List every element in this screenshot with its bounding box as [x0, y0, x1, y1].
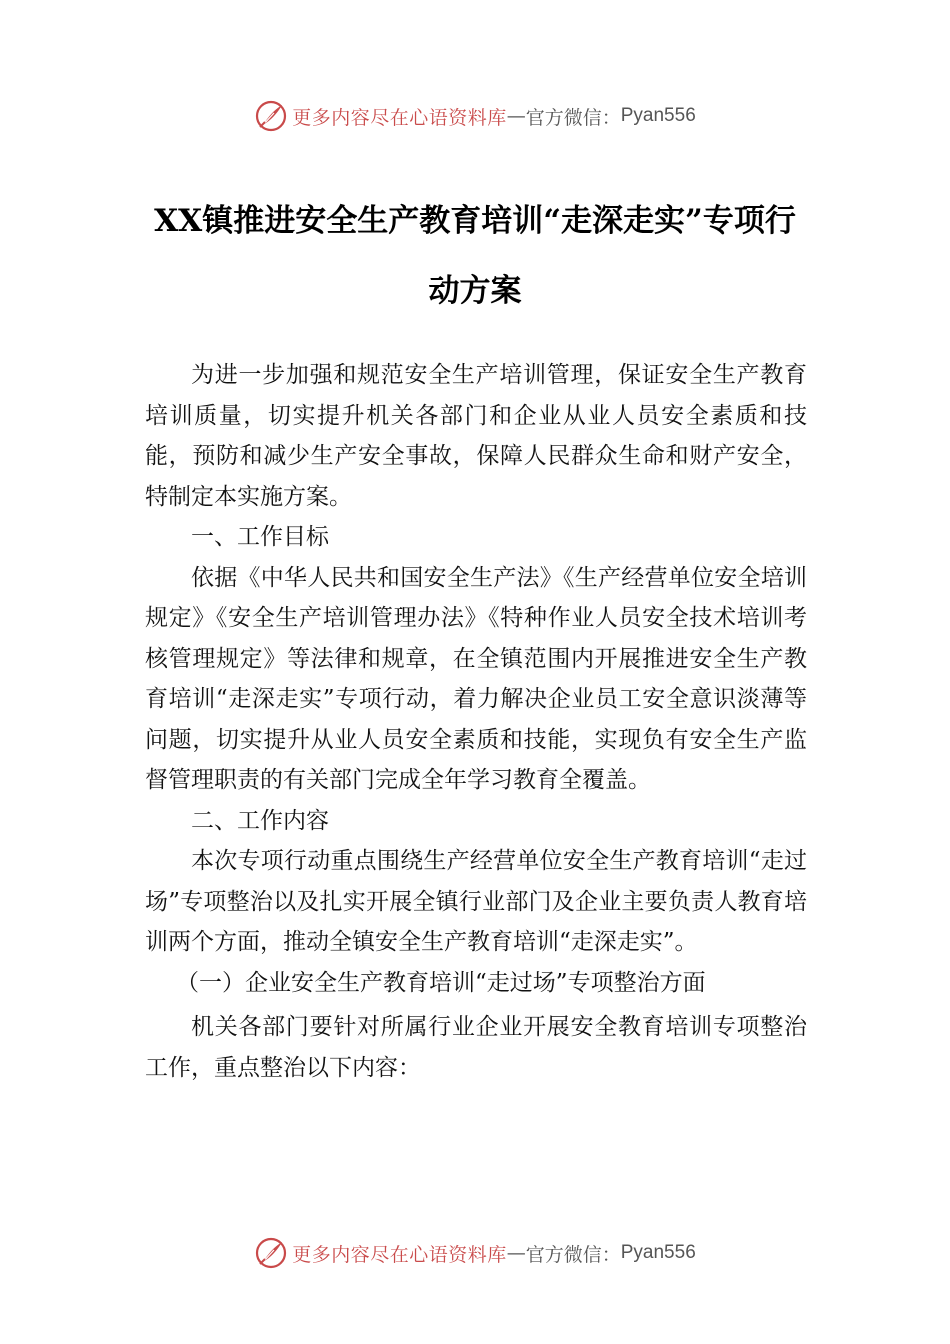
- content-paragraph: 本次专项行动重点围绕生产经营单位安全生产教育培训“走过场”专项整治以及扎实开展全镇行业部门及企业主要负责人教育培训两个方面，推动全镇安全生产教育培训“走深走实”。: [145, 848, 807, 955]
- section-heading-goals: 一、工作目标: [191, 524, 329, 550]
- rectification-paragraph: 机关各部门要针对所属行业企业开展安全教育培训专项整治工作，重点整治以下内容：: [145, 1014, 807, 1081]
- feather-pen-logo-icon: [254, 99, 288, 133]
- watermark-official-label: 官方微信：: [525, 1243, 621, 1266]
- document-title: XX镇推进安全生产教育培训“走深走实”专项行动方案: [154, 203, 796, 309]
- header-watermark: [0, 96, 950, 136]
- goals-paragraph: 依据《中华人民共和国安全生产法》《生产经营单位安全培训规定》《安全生产培训管理办法》《特种作业人员安全技术培训考核管理规定》等法律和规章，在全镇范围内开展推进安全生产教育培训“走深走实”专项行动，着力解决企业员工安全意识淡薄等问题，切实提升从业人员安全素质和技能，实现负有安全生产监督管理职责的有关部门完成全年学习教育全覆盖。: [145, 564, 807, 793]
- footer-watermark: [0, 1233, 950, 1273]
- watermark-official-label: 官方微信：: [525, 106, 621, 129]
- watermark-wechat-id: Pyan556: [620, 105, 696, 126]
- watermark-brand: 更多内容尽在心语资料库: [292, 106, 507, 129]
- section-heading-content: 二、工作内容: [191, 807, 329, 834]
- watermark-separator: —: [506, 1242, 526, 1264]
- intro-paragraph: 为进一步加强和规范安全生产培训管理，保证安全生产教育培训质量，切实提升机关各部门和企业从业人员安全素质和技能，预防和减少生产安全事故，保障人民群众生命和财产安全，特制定本实施方案。: [145, 362, 807, 510]
- watermark-separator: —: [506, 105, 526, 127]
- watermark-brand: 更多内容尽在心语资料库: [292, 1243, 507, 1266]
- subsection-heading-rectification: （一）企业安全生产教育培训“走过场”专项整治方面: [176, 969, 706, 996]
- document-body: [145, 355, 807, 1088]
- watermark-wechat-id: Pyan556: [620, 1242, 696, 1263]
- feather-pen-logo-icon: [254, 1236, 288, 1270]
